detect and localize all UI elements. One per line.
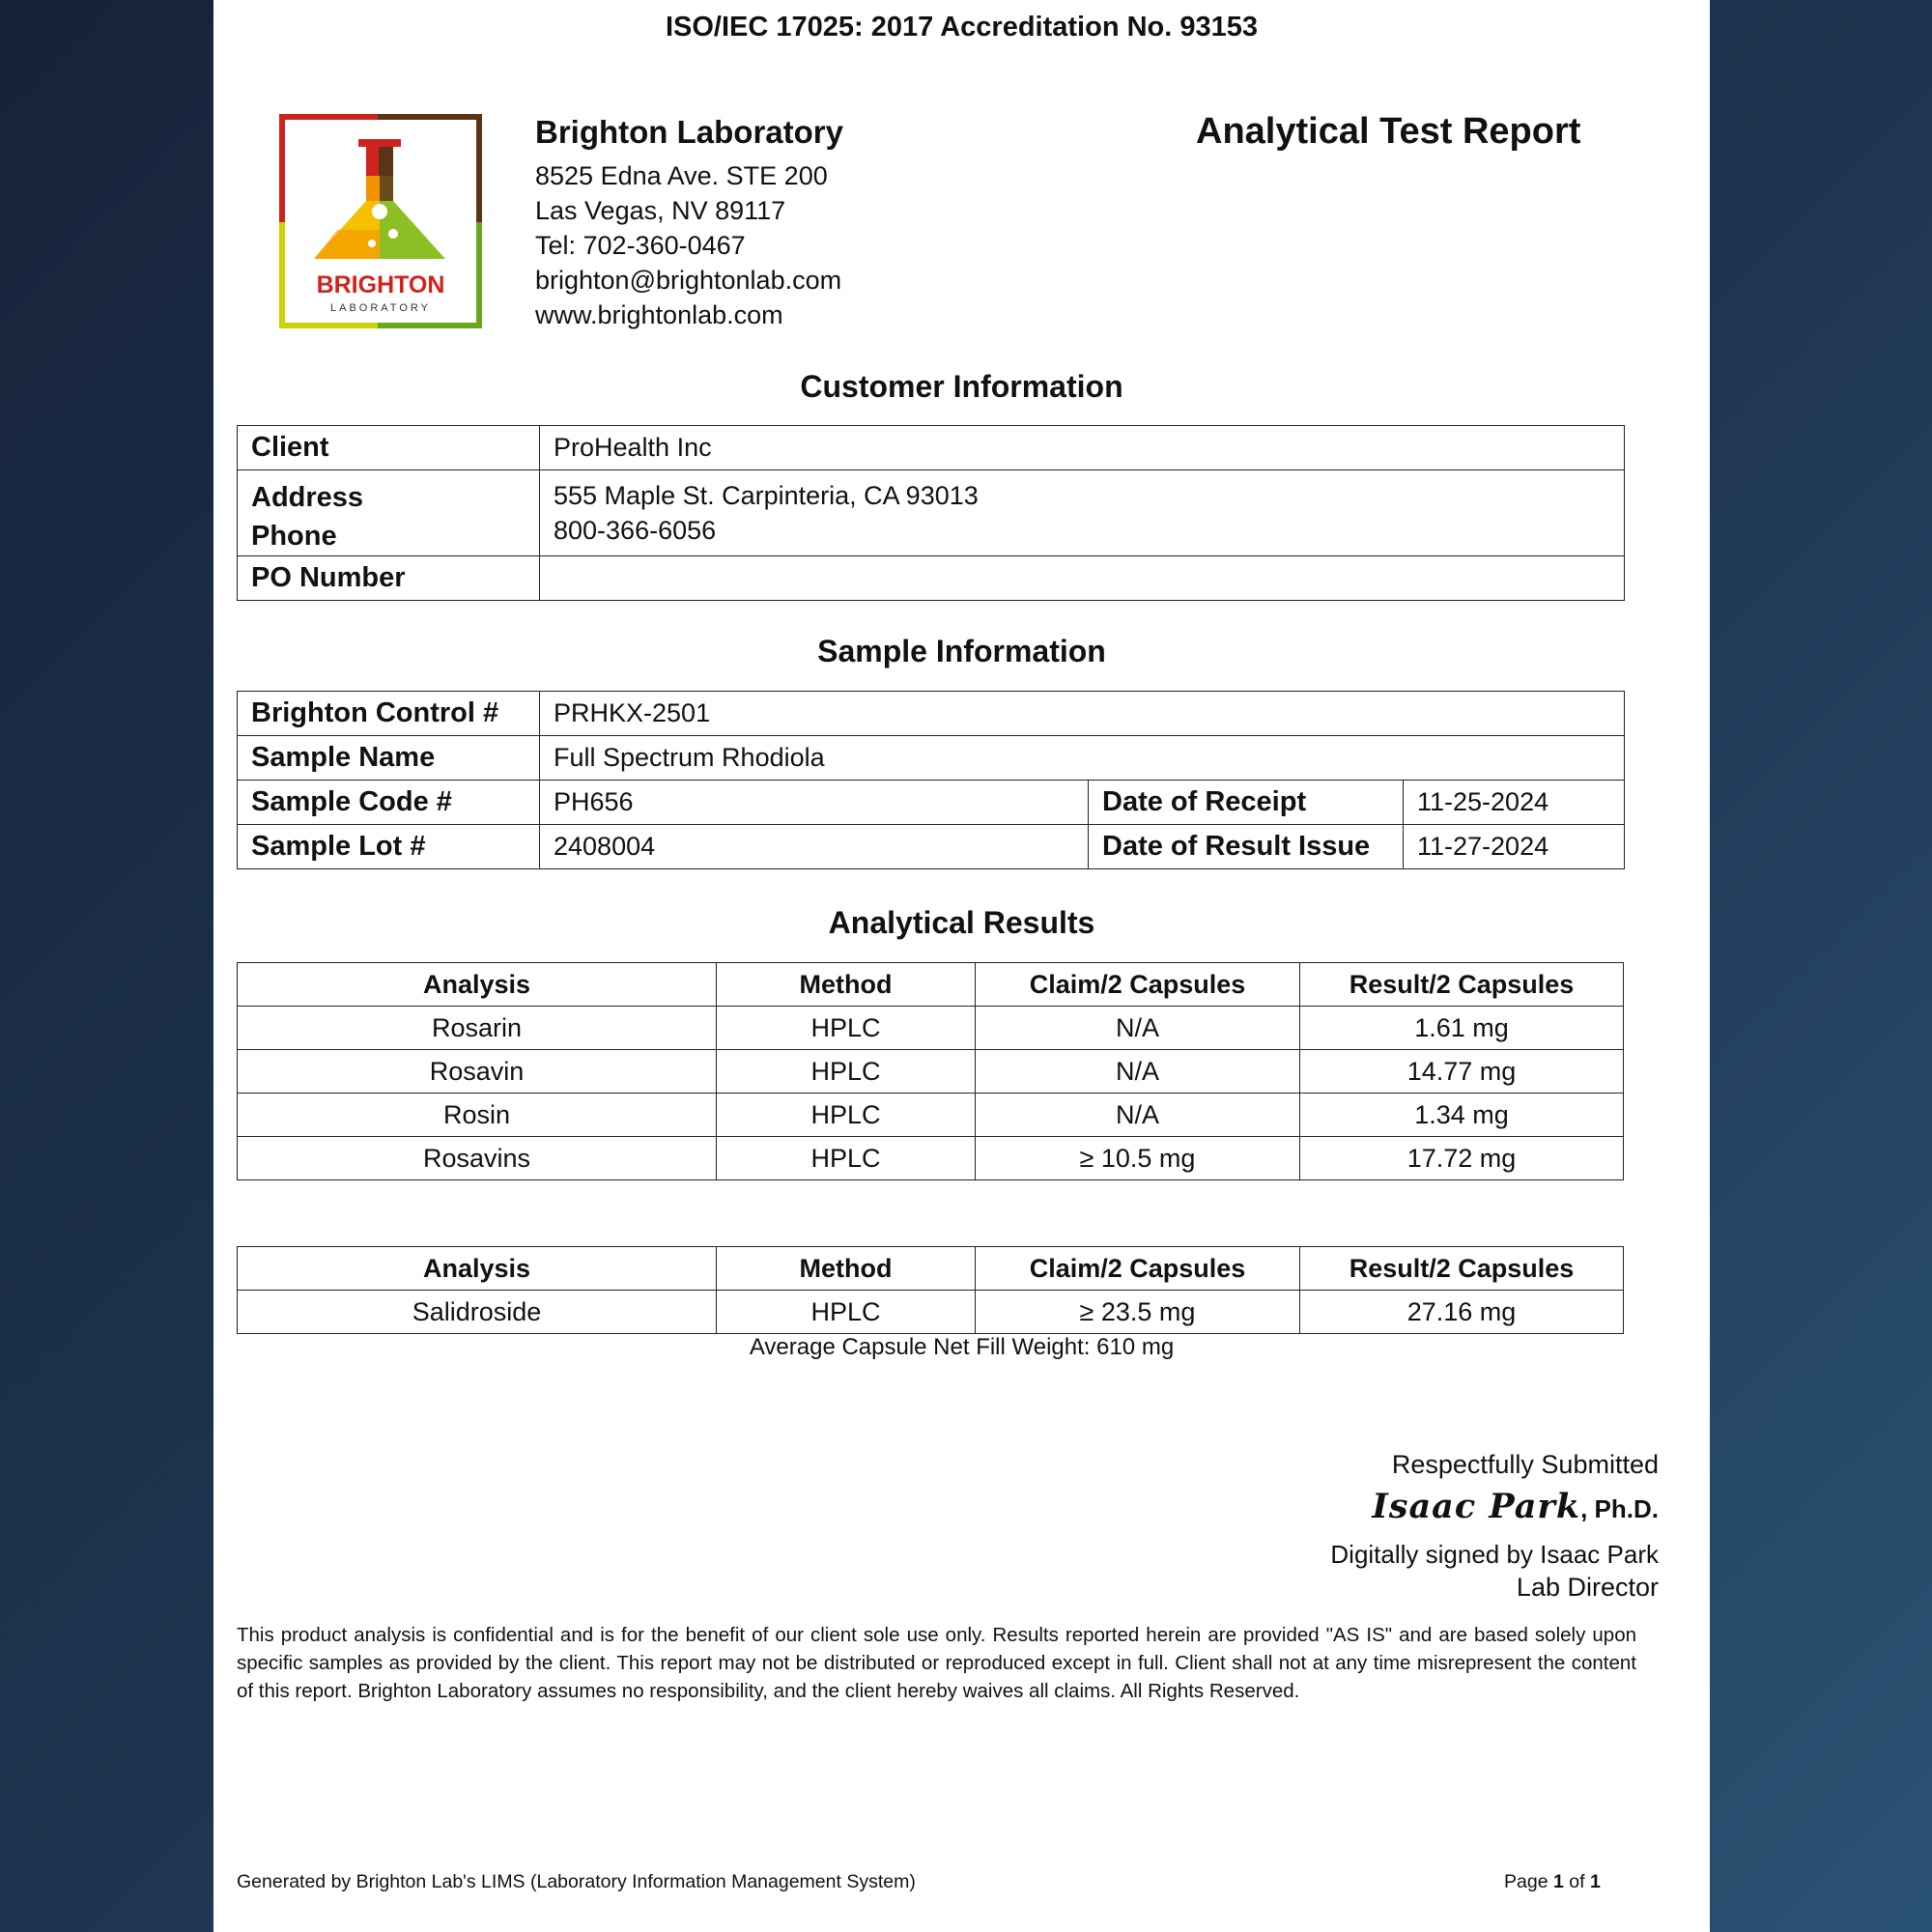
column-header-claim: Claim/2 Capsules [976,1247,1300,1291]
table-row [238,692,1625,736]
lab-contact-block [535,114,843,332]
claim-cell: ≥ 23.5 mg [976,1291,1300,1334]
method-cell: HPLC [717,1050,976,1094]
respectfully-submitted: Respectfully Submitted [1391,1450,1659,1479]
total-pages: 1 [1589,1871,1601,1892]
table-row [238,556,1625,601]
address-phone-values [540,470,1625,556]
claim-cell: ≥ 10.5 mg [976,1137,1300,1180]
table-row [238,736,1625,781]
capsule-fill-weight-note: Average Capsule Net Fill Weight: 610 mg [749,1334,1175,1360]
lab-website[interactable]: www.brightonlab.com [535,300,783,329]
table-row [238,1094,1624,1137]
analysis-cell: Rosavins [238,1137,717,1180]
report-page [213,0,1710,1932]
sample-code-label: Sample Code # [238,781,540,825]
brighton-logo [279,114,482,328]
lab-email[interactable]: brighton@brightonlab.com [535,266,842,295]
sample-lot-value: 2408004 [540,825,1089,869]
signature-credential: , Ph.D. [1580,1494,1659,1523]
column-header-method: Method [717,963,976,1007]
table-row [238,470,1625,556]
control-number-label: Brighton Control # [238,692,540,736]
control-number-value: PRHKX-2501 [540,692,1625,736]
report-title: Analytical Test Report [1196,111,1581,152]
result-cell: 14.77 mg [1300,1050,1624,1094]
sample-code-value: PH656 [540,781,1089,825]
lab-address-line2: Las Vegas, NV 89117 [535,196,786,225]
analytical-results-title: Analytical Results [828,905,1095,940]
confidentiality-disclaimer: This product analysis is confidential and is for the benefit of our client sole use only. Results reported herein are provided "AS IS" and are based solely upon specific samples as provided by the client. This report may not be distributed or reproduced except in full. Client shall not at any time misrepresent the content of this report. Brighton Laboratory assumes no responsibility, and the client hereby waives all claims. All Rights Reserved. [237,1624,1636,1702]
signature-block [1330,1447,1659,1604]
lab-phone: Tel: 702-360-0467 [535,231,746,260]
signature-name: Isaac Park [1372,1487,1581,1526]
date-of-issue-label: Date of Result Issue [1089,825,1404,869]
column-header-analysis: Analysis [238,1247,717,1291]
table-header-row [238,963,1624,1007]
results-table-2 [237,1246,1624,1334]
lab-address-line1: 8525 Edna Ave. STE 200 [535,161,828,190]
customer-info-title: Customer Information [800,369,1123,404]
claim-cell: N/A [976,1094,1300,1137]
analysis-cell: Rosin [238,1094,717,1137]
column-header-claim: Claim/2 Capsules [976,963,1300,1007]
method-cell: HPLC [717,1137,976,1180]
signatory [1330,1484,1659,1532]
date-of-receipt-value: 11-25-2024 [1404,781,1625,825]
lab-name: Brighton Laboratory [535,114,843,150]
table-header-row [238,1247,1624,1291]
sample-name-value: Full Spectrum Rhodiola [540,736,1625,781]
table-row [238,1291,1624,1334]
customer-info-table [237,425,1625,601]
date-of-issue-value: 11-27-2024 [1404,825,1625,869]
table-row [238,1050,1624,1094]
client-value: ProHealth Inc [540,426,1625,470]
result-cell: 17.72 mg [1300,1137,1624,1180]
svg-text:LABORATORY: LABORATORY [330,302,431,314]
claim-cell: N/A [976,1007,1300,1050]
result-cell: 27.16 mg [1300,1291,1624,1334]
current-page: 1 [1552,1871,1564,1892]
method-cell: HPLC [717,1094,976,1137]
digital-signature-note: Digitally signed by Isaac Park [1330,1540,1659,1569]
phone-value: 800-366-6056 [554,516,717,545]
sample-info-table [237,691,1625,869]
signatory-title: Lab Director [1516,1573,1659,1602]
date-of-receipt-label: Date of Receipt [1089,781,1404,825]
svg-text:BRIGHTON: BRIGHTON [316,271,445,298]
address-label: Address [251,482,364,513]
po-number-label: PO Number [238,556,540,601]
method-cell: HPLC [717,1291,976,1334]
analysis-cell: Salidroside [238,1291,717,1334]
address-value: 555 Maple St. Carpinteria, CA 93013 [554,481,979,510]
sample-name-label: Sample Name [238,736,540,781]
sample-info-title: Sample Information [817,634,1106,668]
accreditation-header: ISO/IEC 17025: 2017 Accreditation No. 93153 [665,12,1259,43]
column-header-method: Method [717,1247,976,1291]
table-row [238,1137,1624,1180]
address-phone-labels [238,470,540,556]
table-row [238,781,1625,825]
footer-generated-by: Generated by Brighton Lab's LIMS (Laboratory Information Management System) [237,1871,916,1892]
analysis-cell: Rosarin [238,1007,717,1050]
method-cell: HPLC [717,1007,976,1050]
analysis-cell: Rosavin [238,1050,717,1094]
page-number: Page 1 of 1 [1504,1871,1601,1892]
column-header-result: Result/2 Capsules [1300,1247,1624,1291]
table-row [238,1007,1624,1050]
table-row [238,426,1625,470]
column-header-result: Result/2 Capsules [1300,963,1624,1007]
po-number-value [540,556,1625,601]
sample-lot-label: Sample Lot # [238,825,540,869]
results-table-1 [237,962,1624,1180]
column-header-analysis: Analysis [238,963,717,1007]
table-row [238,825,1625,869]
result-cell: 1.61 mg [1300,1007,1624,1050]
client-label: Client [238,426,540,470]
claim-cell: N/A [976,1050,1300,1094]
result-cell: 1.34 mg [1300,1094,1624,1137]
phone-label: Phone [251,521,337,552]
